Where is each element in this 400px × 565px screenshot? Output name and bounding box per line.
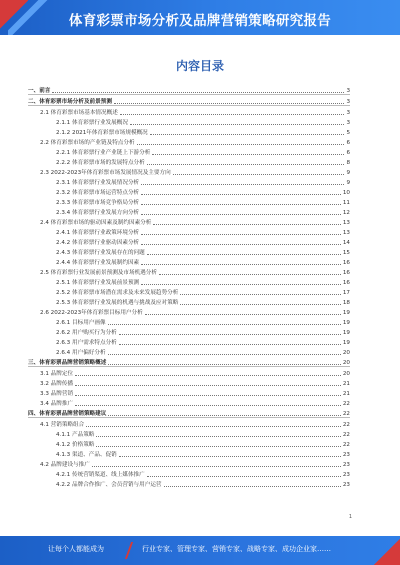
toc-entry[interactable] (28, 448, 350, 458)
toc-entry-text: 2.2.2 体育彩票市场的发展特点分析 (56, 160, 145, 166)
toc-leader-dots (180, 304, 341, 305)
toc-leader-dots (75, 395, 341, 396)
toc-entry[interactable] (28, 116, 350, 126)
toc-entry-page: 9 (346, 180, 350, 186)
toc-entry-text: 2.5.2 体育彩票市场潜在需求及未来发展趋势分析 (56, 290, 179, 296)
toc-leader-dots (147, 254, 341, 255)
toc-leader-dots (150, 134, 345, 135)
toc-entry[interactable] (28, 266, 350, 276)
toc-entry-text: 2.3 2022-2023年体育彩票市场发展情况及主要方向 (40, 170, 171, 176)
toc-entry[interactable] (28, 306, 350, 316)
toc-entry-text: 3.2 品牌传播 (40, 381, 74, 387)
toc-entry-text: 2.4.1 体育彩票行业政策环境分析 (56, 230, 140, 236)
toc-leader-dots (137, 144, 345, 145)
toc-entry[interactable] (28, 377, 350, 387)
toc-entry-text: 4.2 品牌建设与推广 (40, 462, 90, 468)
toc-leader-dots (119, 334, 341, 335)
toc-entry-page: 19 (342, 320, 350, 326)
toc-entry[interactable] (28, 326, 350, 336)
toc-entry-text: 2.4.3 体育彩票行业发展存在的问题 (56, 250, 145, 256)
page-number: 1 (348, 514, 352, 520)
toc-leader-dots (130, 124, 344, 125)
toc-entry-text: 一、前言 (28, 88, 51, 94)
toc-entry[interactable] (28, 316, 350, 326)
toc-entry-page: 5 (346, 130, 350, 136)
toc-entry-page: 18 (342, 300, 350, 306)
toc-leader-dots (114, 103, 345, 104)
toc-entry[interactable] (28, 346, 350, 356)
toc-entry[interactable] (28, 236, 350, 246)
toc-leader-dots (52, 92, 344, 93)
toc-entry[interactable] (28, 176, 350, 186)
toc-entry-text: 2.1 体育彩票市场基本情况概述 (40, 110, 118, 116)
table-of-contents (28, 84, 350, 488)
toc-entry-page: 19 (342, 340, 350, 346)
toc-leader-dots (147, 164, 345, 165)
toc-entry-page: 19 (342, 310, 350, 316)
toc-heading: 内容目录 (175, 59, 224, 73)
toc-entry[interactable] (28, 166, 350, 176)
toc-leader-dots (75, 375, 341, 376)
toc-leader-dots (119, 456, 341, 457)
toc-entry-text: 3.1 品牌定位 (40, 371, 74, 377)
toc-entry[interactable] (28, 367, 350, 377)
toc-entry-text: 2.5 体育彩票行业发展前景预测及市场机遇分析 (40, 270, 157, 276)
toc-entry[interactable] (28, 186, 350, 196)
toc-entry[interactable] (28, 286, 350, 296)
toc-entry[interactable] (28, 478, 350, 488)
toc-entry[interactable] (28, 216, 350, 226)
toc-leader-dots (164, 486, 341, 487)
toc-entry[interactable] (28, 136, 350, 146)
toc-entry-page: 9 (346, 170, 350, 176)
toc-entry-page: 10 (342, 190, 350, 196)
toc-entry[interactable] (28, 146, 350, 156)
toc-entry-page: 22 (342, 411, 350, 417)
toc-entry[interactable] (28, 336, 350, 346)
toc-entry-page: 6 (346, 150, 350, 156)
toc-entry-text: 2.3.3 体育彩票市场竞争格局分析 (56, 200, 140, 206)
toc-leader-dots (141, 204, 341, 205)
footer-red-corner (370, 536, 400, 565)
toc-leader-dots (120, 114, 345, 115)
toc-leader-dots (173, 174, 345, 175)
toc-entry-page: 3 (346, 99, 350, 105)
toc-entry-text: 2.2.1 体育彩票行业产业链上下游分析 (56, 150, 151, 156)
toc-leader-dots (141, 234, 341, 235)
toc-leader-dots (141, 284, 341, 285)
toc-entry-page: 23 (342, 452, 350, 458)
toc-leader-dots (75, 405, 341, 406)
toc-entry-page: 16 (342, 270, 350, 276)
toc-entry[interactable] (28, 95, 350, 106)
toc-entry-text: 4.1.3 渠道、产品、促销 (56, 452, 117, 458)
toc-entry-page: 8 (346, 160, 350, 166)
toc-leader-dots (153, 224, 341, 225)
toc-entry-page: 6 (346, 140, 350, 146)
toc-entry-page: 20 (342, 350, 350, 356)
toc-entry-page: 16 (342, 280, 350, 286)
toc-entry-page: 22 (342, 432, 350, 438)
toc-entry[interactable] (28, 206, 350, 216)
footer-slogan-left: 让每个人都能成为 (48, 545, 104, 553)
toc-entry-text: 2.6.3 用户需求特点分析 (56, 340, 117, 346)
toc-entry-page: 21 (342, 381, 350, 387)
toc-leader-dots (96, 446, 340, 447)
toc-leader-dots (108, 324, 341, 325)
toc-entry[interactable] (28, 256, 350, 266)
toc-entry-page: 23 (342, 462, 350, 468)
toc-entry-text: 四、体育彩票品牌营销策略建议 (28, 411, 107, 417)
report-title: 体育彩票市场分析及品牌营销策略研究报告 (68, 13, 332, 29)
toc-entry[interactable] (28, 458, 350, 468)
toc-entry[interactable] (28, 156, 350, 166)
toc-entry-text: 2.3.4 体育彩票行业发展方向分析 (56, 210, 140, 216)
toc-entry-page: 23 (342, 482, 350, 488)
toc-entry-text: 3.4 品牌推广 (40, 401, 74, 407)
toc-entry-page: 12 (342, 210, 350, 216)
toc-entry-text: 2.6 2022-2023年体育彩票目标用户分析 (40, 310, 143, 316)
toc-entry-text: 4.2.2 品牌合作推广、会员营销与用户运营 (56, 482, 162, 488)
toc-entry-text: 2.4.2 体育彩票行业驱动因素分析 (56, 240, 140, 246)
toc-entry-text: 2.6.1 目标用户画像 (56, 320, 106, 326)
page-footer (0, 536, 400, 565)
toc-entry[interactable] (28, 428, 350, 438)
toc-entry-text: 2.3.2 体育彩票市场运营特点分析 (56, 190, 140, 196)
toc-entry-text: 4.1.1 产品策略 (56, 432, 95, 438)
toc-entry-text: 二、体育彩票市场分析及前景预测 (28, 99, 112, 105)
toc-leader-dots (159, 274, 341, 275)
toc-entry[interactable] (28, 106, 350, 116)
toc-entry-text: 2.1.2 2021年体育彩票市场规模概况 (56, 130, 148, 136)
toc-leader-dots (141, 214, 341, 215)
toc-entry-page: 19 (342, 330, 350, 336)
toc-entry-page: 14 (342, 240, 350, 246)
toc-entry[interactable] (28, 196, 350, 206)
toc-leader-dots (96, 436, 340, 437)
toc-entry-page: 15 (342, 250, 350, 256)
toc-leader-dots (119, 344, 341, 345)
toc-leader-dots (180, 294, 341, 295)
toc-entry-text: 2.4.4 体育彩票行业发展制约因素 (56, 260, 140, 266)
toc-entry-text: 2.3.1 体育彩票行业发展情况分析 (56, 180, 140, 186)
toc-entry-text: 2.1.1 体育彩票行业发展概况 (56, 120, 128, 126)
toc-entry-page: 22 (342, 401, 350, 407)
footer-divider (125, 542, 133, 559)
toc-entry[interactable] (28, 438, 350, 448)
toc-leader-dots (141, 184, 344, 185)
toc-leader-dots (147, 476, 341, 477)
toc-leader-dots (86, 426, 341, 427)
toc-leader-dots (141, 244, 341, 245)
toc-entry-page: 13 (342, 230, 350, 236)
toc-entry[interactable] (28, 296, 350, 306)
toc-entry-text: 2.5.3 体育彩票行业发展的机遇与挑战及应对策略 (56, 300, 179, 306)
toc-entry[interactable] (28, 84, 350, 95)
toc-entry-text: 2.4 体育彩票市场的驱动因素及制约因素分析 (40, 220, 152, 226)
toc-leader-dots (141, 264, 341, 265)
toc-entry-text: 2.5.1 体育彩票行业发展前景预测 (56, 280, 140, 286)
toc-leader-dots (152, 154, 344, 155)
toc-entry-text: 4.1 营销策略组合 (40, 422, 85, 428)
toc-entry[interactable] (28, 246, 350, 256)
footer-slogan-right: 行业专家、管理专家、营销专家、战略专家、成功企业家…… (142, 545, 331, 553)
toc-entry[interactable] (28, 397, 350, 407)
toc-entry-text: 3.3 品牌营销 (40, 391, 74, 397)
toc-entry-page: 3 (346, 120, 350, 126)
toc-entry-page: 13 (342, 220, 350, 226)
toc-entry[interactable] (28, 226, 350, 236)
toc-leader-dots (92, 466, 341, 467)
toc-entry-text: 4.1.2 价格策略 (56, 442, 95, 448)
toc-entry[interactable] (28, 468, 350, 478)
toc-entry[interactable] (28, 126, 350, 136)
toc-leader-dots (108, 364, 341, 365)
toc-entry-page: 3 (346, 88, 350, 94)
toc-entry-page: 17 (342, 290, 350, 296)
toc-leader-dots (75, 385, 341, 386)
toc-entry-page: 16 (342, 260, 350, 266)
toc-entry-page: 20 (342, 360, 350, 366)
toc-leader-dots (145, 314, 341, 315)
toc-entry-page: 23 (342, 472, 350, 478)
toc-entry-page: 20 (342, 371, 350, 377)
toc-entry-text: 三、体育彩票品牌营销策略概述 (28, 360, 107, 366)
toc-entry[interactable] (28, 418, 350, 428)
toc-entry[interactable] (28, 276, 350, 286)
page-header (0, 0, 400, 35)
toc-entry[interactable] (28, 356, 350, 367)
toc-entry[interactable] (28, 387, 350, 397)
toc-entry-page: 21 (342, 391, 350, 397)
toc-leader-dots (141, 194, 341, 195)
toc-leader-dots (108, 354, 341, 355)
toc-entry-page: 11 (342, 200, 350, 206)
toc-leader-dots (108, 415, 341, 416)
toc-entry-page: 22 (342, 422, 350, 428)
toc-entry[interactable] (28, 407, 350, 418)
toc-entry-text: 4.2.1 传统营销渠道、线上媒体推广 (56, 472, 145, 478)
toc-entry-text: 2.6.2 用户购买行为分析 (56, 330, 117, 336)
toc-entry-page: 3 (346, 110, 350, 116)
toc-entry-text: 2.2 体育彩票市场的产业链及特点分析 (40, 140, 135, 146)
toc-entry-text: 2.6.4 用户偏好分析 (56, 350, 106, 356)
toc-entry-page: 22 (342, 442, 350, 448)
